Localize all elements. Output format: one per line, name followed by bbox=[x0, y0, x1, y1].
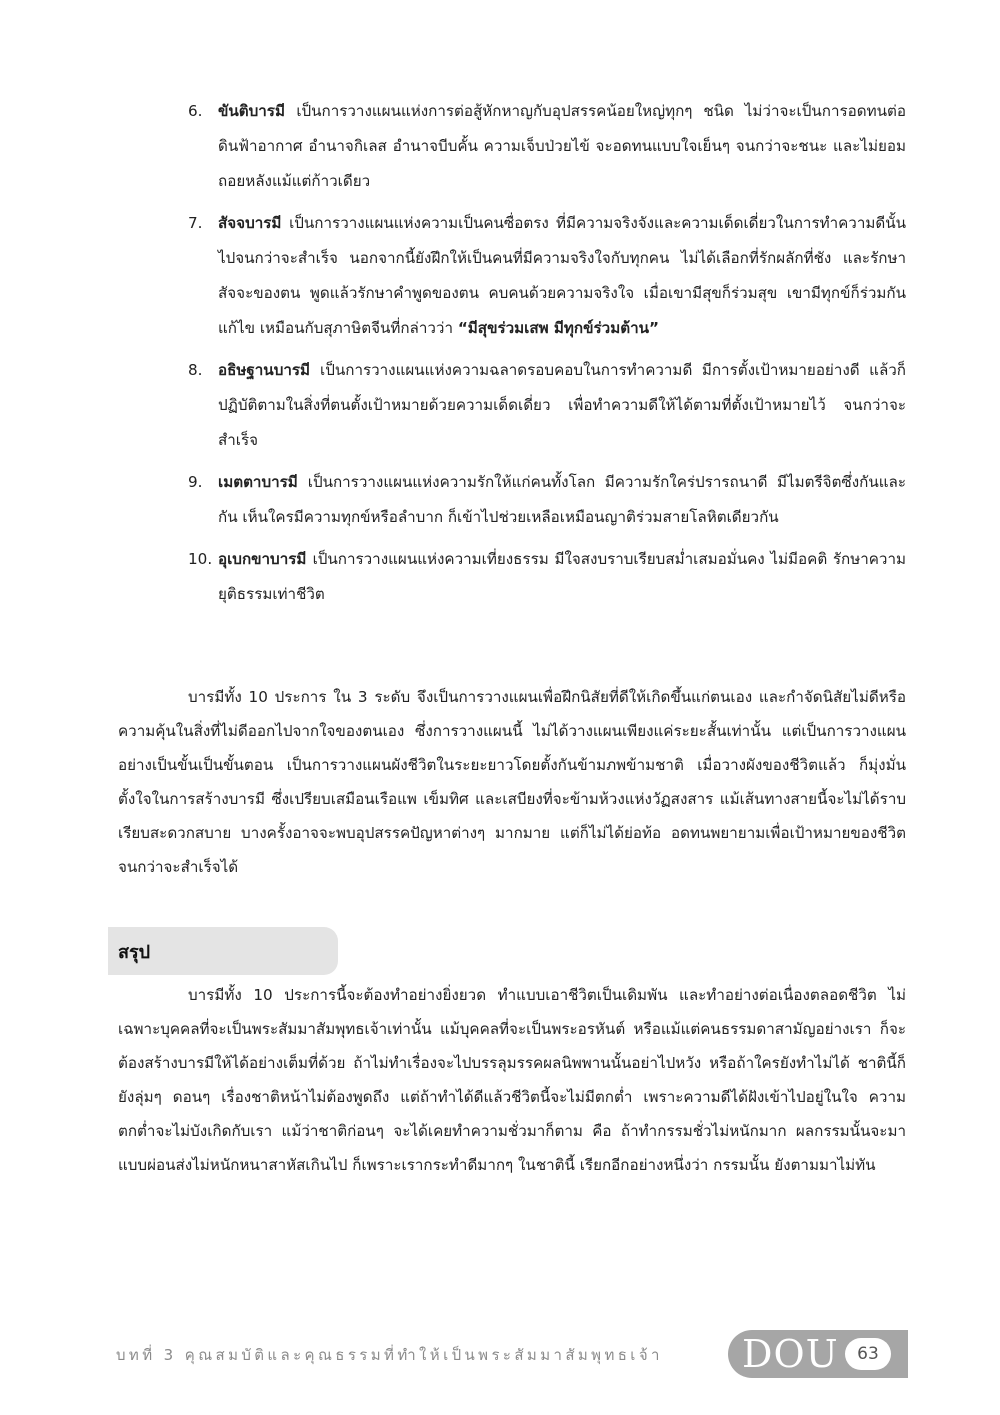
item-number: 10. bbox=[188, 550, 213, 568]
item-number: 8. bbox=[188, 361, 203, 379]
summary-paragraph: บารมีทั้ง 10 ประการนี้จะต้องทำอย่างยิ่งยวด ทำแบบเอาชีวิตเป็นเดิมพัน และทำอย่างต่อเนื่องตลอดชีวิต ไม่เฉพาะบุคคลที่จะเป็นพระสัมมาสัมพุทธเจ้าเท่านั้น แม้บุคคลที่จะเป็นพระอรหันต์ หรือแม้แต่คนธรรมดาสามัญอย่างเรา ก็จะต้องสร้างบารมีให้ได้อย่างเต็มที่ด้วย ถ้าไม่ทำเรื่องจะไปบรรลุมรรคผลนิพพานนั้นอย่าไปหวัง หรือถ้าใครยังทำไม่ได้ ชาตินี้ก็ยังลุ่มๆ ดอนๆ เรื่องชาติหน้าไม่ต้องพูดถึง แต่ถ้าทำได้ดีแล้วชีวิตนี้จะไม่มีตกต่ำ เพราะความดีได้ฝังเข้าไปอยู่ในใจ ความตกต่ำจะไม่บังเกิดกับเรา แม้ว่าชาติก่อนๆ จะได้เคยทำความชั่วมาก็ตาม คือ ถ้าทำกรรมชั่วไม่หนักมาก ผลกรรมนั้นจะมาแบบผ่อนส่งไม่หนักหนาสาหัสเกินไป ก็เพราะเรากระทำดีมากๆ ในชาตินี้ เรียกอีกอย่างหนึ่งว่า กรรมนั้น ยังตามมาไม่ทัน bbox=[118, 986, 906, 1174]
item-text: เป็นการวางแผนแห่งการต่อสู้หักหาญกับอุปสรรคน้อยใหญ่ทุกๆ ชนิด ไม่ว่าจะเป็นการอดทนต่อดินฟ้าอากาศ อำนาจกิเลส อำนาจบีบคั้น ความเจ็บป่วยไข้ จะอดทนแบบใจเย็นๆ จนกว่าจะชนะ และไม่ยอมถอยหลังแม้แต่ก้าวเดียว bbox=[218, 102, 906, 190]
page-badge bbox=[728, 1330, 908, 1378]
list-item bbox=[188, 94, 906, 199]
item-number: 9. bbox=[188, 473, 203, 491]
list-item bbox=[188, 206, 906, 346]
item-term: อุเบกขาบารมี bbox=[218, 550, 313, 568]
item-term: สัจจบารมี bbox=[218, 214, 290, 232]
body-paragraph: บารมีทั้ง 10 ประการ ใน 3 ระดับ จึงเป็นการวางแผนเพื่อฝึกนิสัยที่ดีให้เกิดขึ้นแก่ตนเอง และกำจัดนิสัยไม่ดีหรือความคุ้นในสิ่งที่ไม่ดีออกไปจากใจของตนเอง ซึ่งการวางแผนนี้ ไม่ได้วางแผนเพียงแค่ระยะสั้นเท่านั้น แต่เป็นการวางแผนอย่างเป็นขั้นเป็นขั้นตอน เป็นการวางแผนผังชีวิตในระยะยาวโดยตั้งกันข้ามภพข้ามชาติ เมื่อวางผังของชีวิตแล้ว ก็มุ่งมั่นตั้งใจในการสร้างบารมี ซึ่งเปรียบเสมือนเรือแพ เข็มทิศ และเสบียงที่จะข้ามห้วงแห่งวัฏสงสาร แม้เส้นทางสายนี้จะไม่ได้ราบเรียบสะดวกสบาย บางครั้งอาจจะพบอุปสรรคปัญหาต่างๆ มากมาย แต่ก็ไม่ได้ย่อท้อ อดทนพยายามเพื่อเป้าหมายของชีวิตจนกว่าจะสำเร็จได้ bbox=[118, 688, 906, 876]
summary-heading: สรุป bbox=[118, 942, 151, 963]
chapter-footer: บทที่ 3 คุณสมบัติและคุณธรรมที่ทำให้เป็นพระสัมมาสัมพุทธเจ้า bbox=[116, 1346, 663, 1364]
item-term: ขันติบารมี bbox=[218, 102, 297, 120]
item-text: เป็นการวางแผนแห่งความเที่ยงธรรม มีใจสงบราบเรียบสม่ำเสมอมั่นคง ไม่มีอคติ รักษาความยุติธรรมเท่าชีวิต bbox=[218, 550, 907, 603]
item-number: 7. bbox=[188, 214, 203, 232]
item-term: เมตตาบารมี bbox=[218, 473, 308, 491]
page-number: 63 bbox=[845, 1338, 891, 1370]
list-item bbox=[188, 542, 906, 612]
item-term: อธิษฐานบารมี bbox=[218, 361, 321, 379]
item-text: เป็นการวางแผนแห่งความฉลาดรอบคอบในการทำความดี มีการตั้งเป้าหมายอย่างดี แล้วก็ปฏิบัติตามในสิ่งที่ตนตั้งเป้าหมายด้วยความเด็ดเดี่ยว เพื่อทำความดีให้ได้ตามที่ตั้งเป้าหมายไว้ จนกว่าจะสำเร็จ bbox=[218, 361, 906, 449]
item-number: 6. bbox=[188, 102, 203, 120]
item-text: เป็นการวางแผนแห่งความเป็นคนซื่อตรง ที่มีความจริงจังและความเด็ดเดี่ยวในการทำความดีนั้นไปจนกว่าจะสำเร็จ นอกจากนี้ยังฝึกให้เป็นคนที่มีความจริงใจกับทุกคน ไม่ได้เลือกที่รักผลักที่ชัง และรักษาสัจจะของตน พูดแล้วรักษาคำพูดของตน คบคนด้วยความจริงใจ เมื่อเขามีสุขก็ร่วมสุข เขามีทุกข์ก็ร่วมกันแก้ไข เหมือนกับสุภาษิตจีนที่กล่าวว่า bbox=[218, 214, 906, 337]
dou-logo: DOU bbox=[742, 1332, 839, 1376]
item-quote: “มีสุขร่วมเสพ มีทุกข์ร่วมต้าน” bbox=[457, 319, 659, 337]
list-item bbox=[188, 465, 906, 535]
paramita-list bbox=[188, 94, 906, 619]
summary-heading-box bbox=[108, 927, 338, 975]
item-text: เป็นการวางแผนแห่งความรักให้แก่คนทั้งโลก มีความรักใคร่ปรารถนาดี มีไมตรีจิตซึ่งกันและกัน เห็นใครมีความทุกข์หรือลำบาก ก็เข้าไปช่วยเหลือเหมือนญาติร่วมสายโลหิตเดียวกัน bbox=[218, 473, 906, 526]
list-item bbox=[188, 353, 906, 458]
